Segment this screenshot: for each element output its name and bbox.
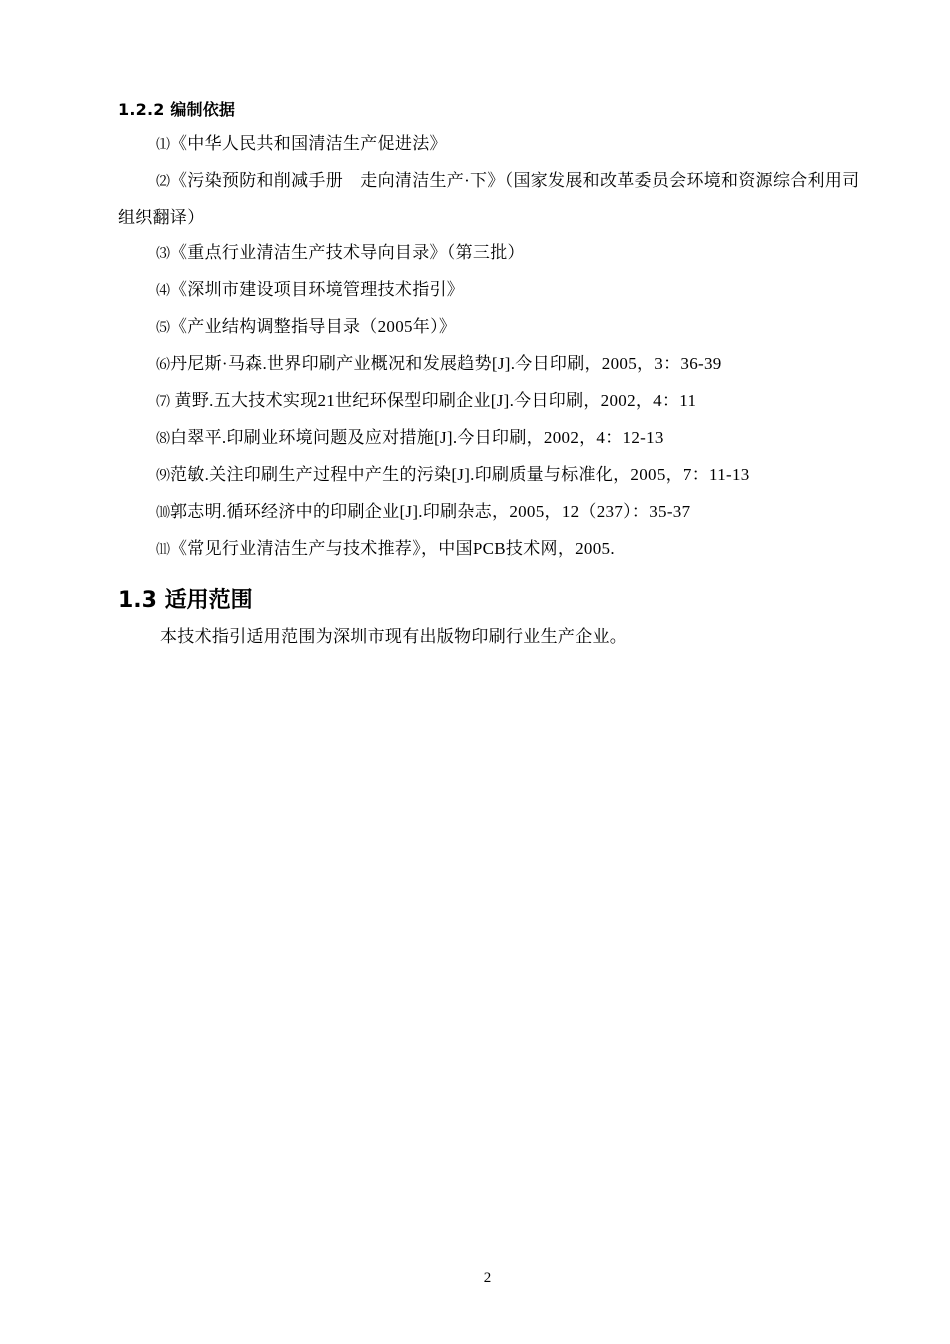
reference-number: ⑼	[156, 469, 170, 484]
reference-text: 《重点行业清洁生产技术导向目录》（第三批）	[170, 243, 525, 262]
reference-text: 黄野.五大技术实现21世纪环保型印刷企业[J].今日印刷，2002，4：11	[170, 391, 697, 410]
reference-item	[118, 494, 863, 531]
page-content	[118, 98, 863, 652]
reference-number: ⑽	[156, 506, 170, 521]
reference-item	[118, 531, 863, 568]
reference-number: ⑹	[156, 358, 170, 373]
reference-text: 范敏.关注印刷生产过程中产生的污染[J].印刷质量与标准化，2005，7：11-13	[170, 465, 750, 484]
reference-number: ⑸	[156, 321, 170, 336]
reference-text: 丹尼斯·马森.世界印刷产业概况和发展趋势[J].今日印刷，2005，3：36-39	[170, 354, 722, 373]
reference-item	[118, 126, 863, 163]
reference-item	[118, 420, 863, 457]
reference-text: 《产业结构调整指导目录（2005年）》	[170, 317, 457, 336]
reference-text: 《污染预防和削减手册 走向清洁生产·下》（国家发展和改革委员会环境和资源综合利用司 组织翻译）	[118, 171, 860, 227]
reference-number: ⑴	[156, 138, 170, 153]
reference-item	[118, 272, 863, 309]
page-number: 2	[483, 1270, 492, 1286]
reference-item	[118, 383, 863, 420]
reference-item	[118, 346, 863, 383]
reference-text: 郭志明.循环经济中的印刷企业[J].印刷杂志，2005，12（237）：35-37	[170, 502, 691, 521]
reference-item	[118, 235, 863, 272]
section-body-text: 本技术指引适用范围为深圳市现有出版物印刷行业生产企业。	[160, 627, 628, 646]
reference-item	[118, 309, 863, 346]
reference-text: 《深圳市建设项目环境管理技术指引》	[170, 280, 465, 299]
reference-item	[118, 457, 863, 494]
reference-number: ⑵	[156, 175, 170, 190]
reference-number: ⑺	[156, 395, 170, 410]
reference-list	[118, 126, 863, 568]
subsection-heading: 1.2.2 编制依据	[118, 100, 236, 119]
reference-text: 《常见行业清洁生产与技术推荐》，中国PCB技术网，2005.	[170, 539, 615, 558]
reference-text: 白翠平.印刷业环境问题及应对措施[J].今日印刷，2002，4：12-13	[170, 428, 664, 447]
reference-text: 《中华人民共和国清洁生产促进法》	[170, 134, 447, 153]
reference-number: ⑻	[156, 432, 170, 447]
reference-number: ⑾	[156, 543, 170, 558]
section-heading: 1.3 适用范围	[118, 588, 253, 613]
reference-item	[118, 163, 863, 235]
reference-number: ⑶	[156, 247, 170, 262]
reference-number: ⑷	[156, 284, 170, 299]
